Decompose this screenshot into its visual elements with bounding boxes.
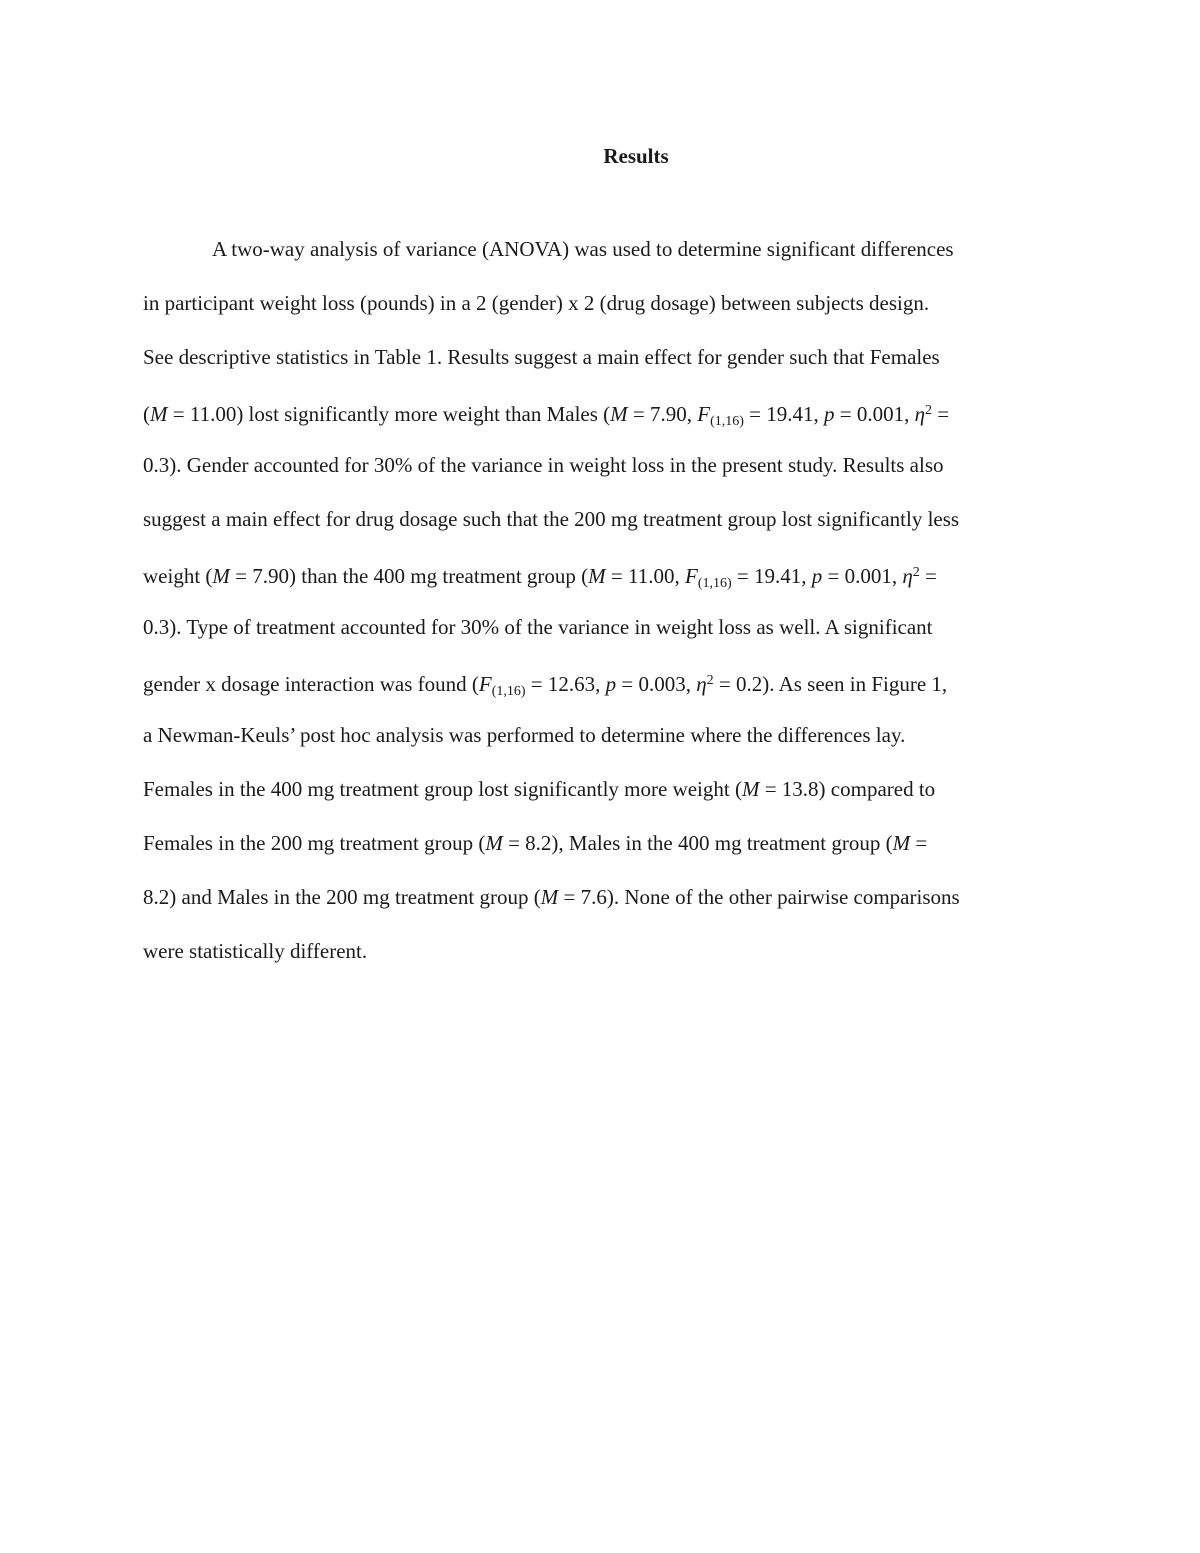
results-paragraph: [143, 222, 1073, 978]
paragraph-line-10: a Newman-Keuls’ post hoc analysis was performed to determine where the differences lay.: [143, 723, 906, 747]
paragraph-line-1: A two-way analysis of variance (ANOVA) was used to determine significant differences: [212, 237, 954, 261]
paragraph-line-8: 0.3). Type of treatment accounted for 30% of the variance in weight loss as well. A significant: [143, 615, 933, 639]
paragraph-line-3: See descriptive statistics in Table 1. Results suggest a main effect for gender such that Females: [143, 345, 940, 369]
paragraph-line-2: in participant weight loss (pounds) in a 2 (gender) x 2 (drug dosage) between subjects design.: [143, 291, 930, 315]
paragraph-line-7: weight (M = 7.90) than the 400 mg treatment group (M = 11.00, $F_{(1,16)} = 19.41$, p = 0.001, $\eta^2$ =: [143, 564, 937, 591]
paragraph-line-4: (M = 11.00) lost significantly more weight than Males (M = 7.90, $F_{(1,16)} = 19.41$, p = 0.001, $\eta^2$ =: [143, 402, 950, 429]
paragraph-line-9: gender x dosage interaction was found ($F_{(1,16)} = 12.63$, p = 0.003, $\eta^2 = 0.2$). As seen in Figure 1,: [143, 672, 948, 699]
paragraph-line-11: Females in the 400 mg treatment group lost significantly more weight (M = 13.8) compared to: [143, 777, 936, 801]
paragraph-line-14: were statistically different.: [143, 939, 368, 963]
paragraph-line-5: 0.3). Gender accounted for 30% of the variance in weight loss in the present study. Results also: [143, 453, 944, 477]
paragraph-line-6: suggest a main effect for drug dosage such that the 200 mg treatment group lost significantly less: [143, 507, 960, 531]
paragraph-line-13: 8.2) and Males in the 200 mg treatment group (M = 7.6). None of the other pairwise comparisons: [143, 885, 960, 909]
section-heading: Results: [603, 144, 669, 168]
paragraph-line-12: Females in the 200 mg treatment group (M = 8.2), Males in the 400 mg treatment group (M =: [143, 831, 928, 855]
